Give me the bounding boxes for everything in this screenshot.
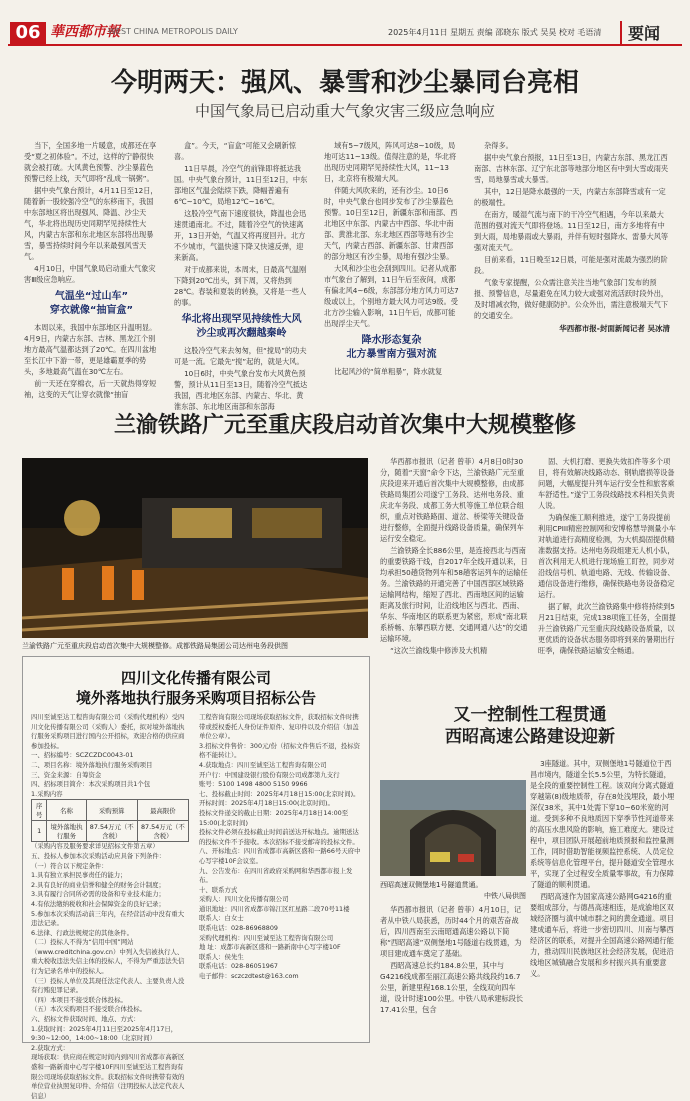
story1-column-1 — [24, 140, 159, 401]
paragraph: 10日6时，中央气象台发布大风黄色预警，预计从11日至13日，随着冷空气抵达我国，西北地区东部、内蒙古、华北、黄淮东部、东北地区南部和东部海 — [174, 369, 308, 411]
story1-subhead-3: 降水形态复杂 北方暴雪南方强对流 — [346, 335, 437, 360]
tender-line: 联系人：白女士 — [199, 914, 244, 923]
story2-body-left — [380, 456, 528, 657]
paragraph: 对于成都来说，本周末，日最高气温刚下降到20℃出头，到下周，又将热到28℃。春装和夏装的转换，又将是一些人的事。 — [174, 265, 307, 307]
story2-photo-caption: 兰渝铁路广元至重庆段启动首次集中大规模整修。成都铁路局集团公司达州电务段供图 — [22, 642, 288, 650]
story1-byline: 华西都市报-封面新闻记者 吴冰清 — [559, 324, 670, 333]
tender-line: 5.参加本次采购活动前三年内，在经营活动中没有重大违法记录。 — [31, 909, 185, 928]
tender-line: 1.获取时间：2025年4月11日至2025年4月17日，9:30~12:00，14:00~18:00（北京时间） — [31, 1024, 178, 1043]
paragraph: 这股冷空气南下速度很快，降温也会迅速贯通南北。不过，随着冷空气的快速离开，13日开始，气温又将再度回升。北方不少城市，气温快速下降又快速反弹，迎来新高。 — [174, 209, 307, 262]
story1-column-2 — [174, 140, 309, 413]
paragraph: 前一天还在穿棉衣，后一天就热得穿短袖，这变的天气让穿衣就像“抽盲 — [24, 379, 157, 399]
paragraph: 伴随大风吹来的，还有沙尘。10日6时，中央气象台也同步发布了沙尘暴蓝色预警。10日至12日，新疆东部和南部、西北地区中东部、内蒙古中西部、华北中南部、黄淮北部、东北地区西部等地有沙尘天气，内蒙古西部、新疆东部、甘肃西部的部分地区有沙尘暴，局地有强沙尘暴。 — [324, 186, 458, 261]
main-headline: 今明两天：强风、暴雪和沙尘暴同台亮相 — [110, 68, 579, 98]
tender-line: 电子邮件：sczczdtest@163.com — [199, 972, 299, 981]
tender-table-title: 1.采购内容 — [31, 789, 63, 798]
paragraph: 据中央气象台预计，4月11日至12日，随着新一股较强冷空气的东移南下，我国中东部地区将出现强风、降温、沙尘天气，华北将出现历史同期罕见持续性大风，内蒙古东部和东北地区东部将出现暴雪，暴雪持续时间今年以来最强风雪天气。 — [24, 186, 158, 261]
tender-table — [31, 799, 189, 842]
tender-line: 三、资金来源：自筹资金 — [31, 770, 102, 779]
tender-line: 投标文件递交的截止日期：2025年4月18日14:00至15:00(北京时间) — [199, 808, 349, 827]
tender-line: 一、招标编号：SCZCZDC0043-01 — [31, 751, 134, 760]
paragraph: 为确保施工顺利推进，遂宁工务段提前利用CPIII精密控制网和安博格慧导测量小车对轨道进行高精度检测，为大机捣固提供精准数据支持。达州电务段组建无人机小队，首次利用无人机进行现场施工盯控，同步对沿线信号机、轨道电路、无线、传输设备、通信设备进行维修，确保铁路电务设备稳定运行。 — [538, 513, 676, 599]
paragraph: 兰渝铁路全长886公里，是连接西北与西南的重要铁路干线，自2017年全线开通以来，日均承担50趟货物列车和58趟客运列车的运输任务。兰渝铁路的开通完善了中国西部区域铁路运输网结构，缩短了西北、西南地区间的运输距离及旅行时间，让沿线地区与西北、西南、华东、华南地区的联系更为紧密，形成“南北联系桥畅、东攀西联方便、交通网通八达”的交通运输环境。 — [380, 546, 528, 643]
railway-work-illustration — [22, 458, 368, 638]
tender-line: 2.具有良好的商业信誉和健全的财务会计制度； — [31, 880, 165, 889]
table-header: 最高限价 — [137, 800, 188, 821]
paragraph: 这股冷空气来去匆匆，但“搅局”的功夫可是一流。它最先“搅”起的，就是大风。 — [174, 346, 307, 366]
paragraph: 目前来看，11日晚至12日晨，可能是强对流最为强烈的阶段。 — [474, 255, 668, 275]
story2-headline: 兰渝铁路广元至重庆段启动首次集中大规模整修 — [113, 413, 576, 438]
tender-line: （四）本项目不接受联合体投标。 — [31, 995, 127, 1004]
paragraph: “这次兰渝线集中修涉及大机精 — [390, 646, 488, 655]
story3-photo-credit: 中铁八局供图 — [484, 892, 526, 900]
section-title: 要闻 — [620, 21, 660, 44]
paragraph: 11日早晨，冷空气的前锋即将抵达我国。中央气象台预计，11日至12日，中东部地区气温会陆续下跌，降幅普遍有6℃~10℃，局地12℃~16℃。 — [174, 164, 308, 206]
tender-intro: 四川至诚至达工程咨询有限公司（采购代理机构）受四川文化传播有限公司（采购人）委托，拟对境外落地执行服务采购项目进行国内公开招标，欢迎合格的供应商参加投标。 — [31, 713, 185, 750]
tunnel-photo — [380, 780, 526, 876]
tender-line: 十、联系方式 — [199, 885, 238, 894]
paragraph: 4月10日，中国气象局启动重大气象灾害Ⅲ级应急响应。 — [24, 264, 156, 284]
tender-line: 3.招标文件售价：300元/份（招标文件售后不退，投标资格不能转让）。 — [199, 741, 361, 760]
table-cell: 1 — [32, 821, 47, 842]
story1-subhead-1: 气温坐“过山车” 穿衣就像“抽盲盒” — [49, 291, 134, 316]
paragraph: 西昭高速作为国家高速公路网G4216的重要组成部分，与德昌高速相连，是成渝地区双城经济圈与滇中城市群之间的黄金通道。项目建成通车后，将进一步密切四川、川南与攀西经济区的联系，对提升全国高速公路网通行能力，推动四川民族地区社会经济发展，促进沿线地区城镇融合发展和乡村振兴具有重要意义。 — [530, 892, 674, 978]
table-header: 名称 — [47, 800, 86, 821]
table-cell: 境外落地执行服务 — [47, 821, 86, 842]
tender-line: 3.具有履行合同所必需的设备和专业技术能力； — [31, 890, 165, 899]
tender-notice — [22, 656, 370, 1100]
tender-line: 四、招标项目简介：本次采购项目共1个包 — [31, 780, 151, 789]
tunnel-illustration — [380, 780, 526, 876]
paragraph: 比起风沙的“简单粗暴”，降水就复 — [334, 367, 443, 376]
tender-line: （采购内容及服务要求详见招标文件第五章） — [31, 842, 159, 851]
tender-line: 6.法律、行政法规规定的其他条件。 — [31, 928, 133, 937]
header-divider — [8, 44, 682, 46]
table-cell: 87.54万元（不含税） — [137, 821, 188, 842]
paragraph: 当下，全国多地一片暖意，成都还在享受“夏之初体验”。不过，这样的宁静很快就会被打破。大风黄色预警、沙尘暴蓝色预警已经上线，天气即将“乱成一锅粥”。 — [24, 141, 157, 183]
tender-line: 地 址：成都市高新区盛和一路新南中心写字楼10F — [199, 943, 341, 952]
story3-headline-1: 又一控制性工程贯通 — [453, 705, 607, 725]
story1-subhead-2: 华北将出现罕见持续性大风 沙尘或再次翻越秦岭 — [181, 314, 302, 339]
paragraph: 据中央气象台预报，11日至13日，内蒙古东部、黑龙江西南部、吉林东部、辽宁东北部等地部分地区有中到大雪或雨夹雪，局地暴雪或大暴雪。 — [474, 153, 669, 184]
railway-work-photo — [22, 458, 368, 638]
tender-line: 六、招标文件获取时间、地点、方式： — [31, 1015, 140, 1024]
tender-line: 现场获取：供应商在规定时间内到四川省成都市高新区盛和一路新南中心写字楼10F四川至诚至达工程咨询有限公司现场获取招标文件。获取招标文件时携带有效的单位营业执照复印件、介绍信（注明投标人法定代表人信息） — [31, 1053, 185, 1100]
tender-line: 开标时间：2025年4月18日15:00(北京时间)。 — [199, 799, 334, 808]
paragraph: 在南方，暖湿气流与南下的干冷空气相遇，今年以来最大范围的强对流天气即将登场。11日至12日，南方多地将有中到大雨，局地暴雨或大暴雨，并伴有短时强降水、雷暴大风等强对流天气。 — [474, 210, 669, 252]
tender-line: 1.具有独立承担民事责任的能力； — [31, 871, 127, 880]
tender-line: 采购人：四川文化传播有限公司 — [199, 895, 289, 904]
table-cell: 87.54万元（不含税） — [86, 821, 137, 842]
story1-column-4 — [474, 140, 670, 334]
page-number: 06 — [10, 22, 46, 44]
tender-line: 联系电话：028-86051967 — [199, 962, 278, 971]
tender-line: 通讯地址：四川省成都市锦江区红星路二段70号11楼 — [199, 904, 350, 913]
tender-line: （五）本次采购项目不接受联合体投标。 — [31, 1005, 147, 1014]
paragraph: 气象专家提醒，公众需注意关注当地气象部门发布的预报、预警信息，尽量避免在风力较大或强对流活跃时段外出，及时增减衣物，做好健康防护。公众外出，需注意极端天气下的交通安全。 — [474, 278, 669, 320]
paragraph: 大风和沙尘也会刮到四川。记者从成都市气象台了解到，11日午后至夜间，成都有偏北风4~6级，东部部分地方风力可达7级或以上，个别地方最大风力可达9级。受北方沙尘输入影响，11日午后，成都可能出现浮尘天气。 — [324, 264, 459, 328]
tender-title-2: 境外落地执行服务采购项目招标公告 — [75, 689, 316, 707]
edition-info: 2025年4月11日 星期五 责编 邵晓东 版式 吴昊 校对 毛语清 — [388, 28, 602, 37]
tender-line: 投标文件必须在投标截止时间前送达开标地点。逾期送达的投标文件不予接收。本次招标不接受邮寄的投标文件。 — [199, 828, 359, 846]
story1-column-3 — [324, 140, 459, 378]
paragraph: 固、大机打磨、更换失效扣件等多个项目，将有效解决线路动态、钢轨磨损等设备问题，大幅度提升列车运行安全性和旅客乘车舒适性。”遂宁工务段线路技术科相关负责人说。 — [538, 457, 675, 510]
paragraph: 3座隧道。其中，双侧堡地1号隧道位于西昌市境内，隧道全长5.5公里，为特长隧道，是全段的重要控制性工程。该双向分离式隧道穿越第(8)级地质带，存在8处浅埋段，最小埋深仅38米，其中1处需下穿10~60米宽的河道。受到多种不良地质因下穿季节性河道带来的高压水患风险的影响，施工难度大。建设过程中，项目团队开展超前地质预报和监控量测工作，同时借助智能视频监控系统、人员定位系统等信息化管理平台，提升隧道安全管理水平，实现了全过程安全质量零事故，有力保障了隧道的顺利贯通。 — [530, 759, 675, 889]
story3-photo-caption: 西昭高速双侧堡地1号隧道贯通。 — [380, 881, 483, 889]
tender-column-2 — [199, 713, 361, 982]
story3-headline-2: 西昭高速公路建设迎新 — [445, 727, 615, 747]
paragraph: 华西都市报讯（记者 曾菲）4月8日0时30分，随着“天窗”命令下达，兰渝铁路广元至重庆段迎来开通后首次集中大规模整修，由成都铁路局集团公司遂宁工务段、达州电务段、重庆北车务段、成都工务大机等施工单位联合组织，重点对铁路路面、道岔、桥梁等关键设备进行整修，全面提升线路设备质量，确保列车运行安全稳定。 — [380, 457, 525, 543]
tender-line: 联系人：侯先生 — [199, 952, 244, 961]
newspaper-brand-en: WEST CHINA METROPOLIS DAILY — [108, 27, 238, 36]
paragraph: 华西都市报讯（记者 曾菲）4月10日，记者从中铁八局获悉，历时44个月的艰苦奋战后，四川西南至云南昭通高速公路以下简称“西昭高速”双侧堡地1号隧道右线贯通，为项目建成通车奠定了基础。 — [380, 905, 522, 958]
story3-body-left — [380, 904, 526, 1016]
paragraph: 域有5~7级风，阵风可达8~10级，局地可达11~13级。值得注意的是，华北将出现历史同期罕见持续性大风，11~13日，北京将有极端大风。 — [324, 141, 457, 183]
tender-line: 联系电话：028-86968809 — [199, 924, 278, 933]
paragraph: 西昭高速总长约184.8公里，其中与G4216线成都至丽江高速公路共线段约16.7公里，新建里程168.1公里，全线双向四车道，设计时速100公里。中铁八局承建标段长17.41公里，包含 — [380, 961, 524, 1014]
paragraph: 其中，12日是降水最强的一天，内蒙古东部降雪或有一定的极端性。 — [474, 187, 666, 207]
tender-line: 七、投标截止时间：2025年4月18日15:00(北京时间)。 — [199, 789, 360, 798]
tender-line: 4.获取地点：四川至诚至达工程咨询有限公司 — [199, 760, 327, 769]
paragraph: 盒”。今天，“盲盒”可能又会刷新惊喜。 — [174, 141, 296, 161]
tender-line: 账号：5100 1498 4800 5150 9966 — [199, 780, 308, 789]
tender-line: （二）投标人不得为“信用中国”网站（www.creditchina.gov.cn）中列入失信被执行人、重大税收违法失信主体的投标人，不得为严重违法失信行为记录名单中的投标人。 — [31, 938, 185, 976]
paragraph: 本周以来，我国中东部地区升温明显。4月9日，内蒙古东部、吉林、黑龙江个别地方最高气温都达到了20℃。在四川盆地至长江中下游一带，更是雄霸夏季的势头，多地最高气温在30℃左右。 — [24, 323, 157, 376]
story3-body-right — [530, 758, 676, 980]
tender-line: 工程咨询有限公司现场获取招标文件，获取招标文件时携带或授权委托人身份证件原件、复印件以及介绍信（加盖单位公章）。 — [199, 713, 359, 741]
main-subheadline: 中国气象局已启动重大气象灾害三级应急响应 — [194, 102, 495, 120]
paragraph: 据了解，此次兰渝铁路集中修将持续到5月21日结束，完成138项施工任务，全面提升兰渝铁路广元至重庆段线路设备质量，以更优质的设备状态服务即将到来的暑期出行旺季，确保铁路运输安全畅通。 — [538, 602, 676, 655]
tender-line: 采购代理机构：四川至诚至达工程咨询有限公司 — [199, 933, 334, 942]
tender-line: （一）符合以下规定条件： — [31, 861, 108, 870]
tender-line: 八、开标地点：四川省成都市高新区盛和一路66号天府中心写字楼10F会议室。 — [199, 847, 361, 865]
newspaper-brand: 華西都市報 — [50, 24, 120, 40]
tender-line: （三）投标人单位及其现任法定代表人、主要负责人没有行贿犯罪记录。 — [31, 976, 185, 995]
tender-line: 开户行：中国建设银行股份有限公司成都第九支行 — [199, 770, 340, 779]
paragraph: 杂得多。 — [484, 141, 513, 150]
table-header: 序号 — [32, 800, 47, 821]
story2-body-right — [538, 456, 676, 657]
tender-line: 九、公告发布：在四川省政府采购网和华西都市报上发布。 — [199, 866, 353, 885]
tender-line: 五、投标人参加本次采购活动应具备下列条件： — [31, 851, 166, 860]
tender-line: 二、项目名称：境外落地执行服务采购项目 — [31, 760, 153, 769]
tender-title-1: 四川文化传播有限公司 — [120, 669, 271, 687]
table-header: 采购预算 — [86, 800, 137, 821]
tender-line: 2.获取方式： — [31, 1043, 70, 1052]
tender-column-1 — [31, 713, 189, 1101]
tender-line: 4.有依法缴纳税收和社会保障资金的良好记录； — [31, 899, 165, 908]
